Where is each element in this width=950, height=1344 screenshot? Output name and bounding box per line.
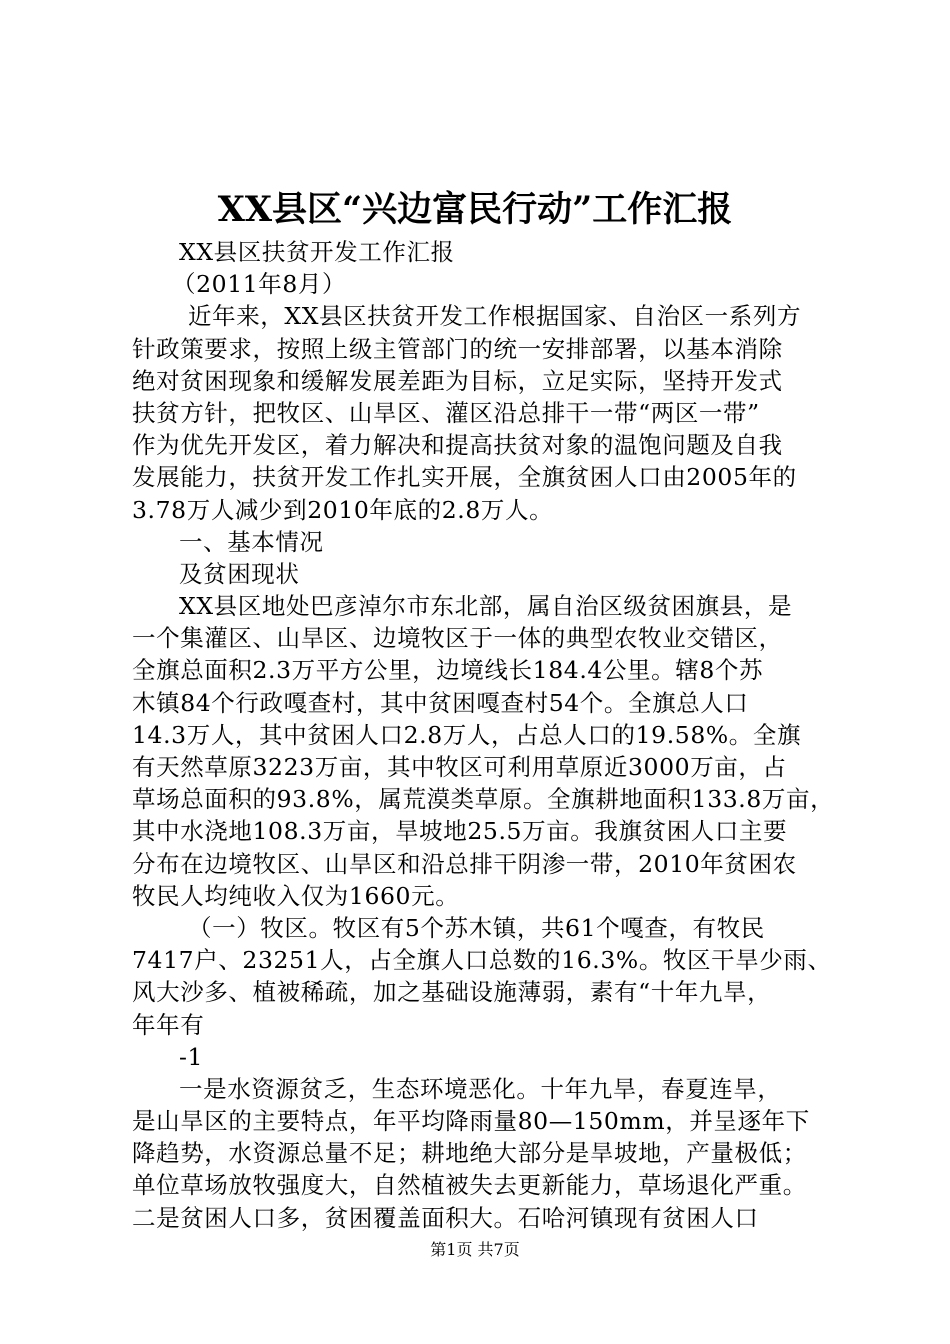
section-heading: 及贫困现状 xyxy=(179,559,300,588)
paragraph-line: 有天然草原3223万亩，其中牧区可利用草原近3000万亩，占 xyxy=(132,753,787,781)
paragraph-line: 7417户、23251人，占全旗人口总数的16.3%。牧区干旱少雨、 xyxy=(132,946,832,975)
paragraph-line: 近年来，XX县区扶贫开发工作根据国家、自治区一系列方 xyxy=(188,302,802,331)
paragraph-line: 3.78万人减少到2010年底的2.8万人。 xyxy=(132,495,554,524)
paragraph-line: 一是水资源贫乏，生态环境恶化。十年九旱，春夏连旱， xyxy=(179,1074,782,1103)
section-heading: 一、基本情况 xyxy=(179,527,324,556)
paragraph-line: 年年有 xyxy=(132,1010,205,1039)
document-body xyxy=(132,236,835,1234)
paragraph-line: 其中水浇地108.3万亩，旱坡地25.5万亩。我旗贫困人口主要 xyxy=(132,817,788,846)
paragraph-line: 降趋势，水资源总量不足；耕地绝大部分是旱坡地，产量极低； xyxy=(132,1139,807,1168)
paragraph-line: （一）牧区。牧区有5个苏木镇，共61个嘎查，有牧民 xyxy=(188,913,765,942)
subtitle-line: XX县区扶贫开发工作汇报 xyxy=(179,238,455,266)
paragraph-line: 牧民人均纯收入仅为1660元。 xyxy=(132,881,460,910)
paragraph-line: 全旗总面积2.3万平方公里，边境线长184.4公里。辖8个苏 xyxy=(132,656,764,685)
paragraph-line: 发展能力，扶贫开发工作扎实开展，全旗贫困人口由2005年的 xyxy=(132,463,797,492)
document-title: XX县区“兴边富民行动”工作汇报 xyxy=(217,189,733,230)
date-line: （2011年8月） xyxy=(172,270,347,299)
paragraph-line: 14.3万人，其中贫困人口2.8万人，占总人口的19.58%。全旗 xyxy=(132,720,802,749)
page-footer: 第1页 共7页 xyxy=(430,1240,520,1259)
paragraph-line: 作为优先开发区，着力解决和提高扶贫对象的温饱问题及自我 xyxy=(132,431,783,460)
paragraph-line: 一个集灌区、山旱区、边境牧区于一体的典型农牧业交错区， xyxy=(132,624,783,653)
paragraph-line: 草场总面积的93.8%，属荒漠类草原。全旗耕地面积133.8万亩， xyxy=(132,785,835,814)
paragraph-line: 分布在边境牧区、山旱区和沿总排干阴渗一带，2010年贫困农 xyxy=(132,849,797,878)
paragraph-line: 木镇84个行政嘎查村，其中贫困嘎查村54个。全旗总人口 xyxy=(132,688,749,717)
page-marker: -1 xyxy=(179,1042,204,1071)
paragraph-line: 单位草场放牧强度大，自然植被失去更新能力，草场退化严重。 xyxy=(132,1171,807,1200)
paragraph-line: XX县区地处巴彦淖尔市东北部，属自治区级贫困旗县，是 xyxy=(179,592,793,621)
paragraph-line: 风大沙多、植被稀疏，加之基础设施薄弱，素有“十年九旱， xyxy=(132,978,772,1007)
paragraph-line: 二是贫困人口多，贫困覆盖面积大。石哈河镇现有贫困人口 xyxy=(132,1203,759,1232)
paragraph-line: 绝对贫困现象和缓解发展差距为目标，立足实际，坚持开发式 xyxy=(132,366,783,395)
paragraph-line: 扶贫方针，把牧区、山旱区、灌区沿总排干一带“两区一带” xyxy=(132,398,760,427)
paragraph-line: 是山旱区的主要特点，年平均降雨量80—150mm，并呈逐年下 xyxy=(132,1107,810,1136)
paragraph-line: 针政策要求，按照上级主管部门的统一安排部署，以基本消除 xyxy=(132,334,783,363)
